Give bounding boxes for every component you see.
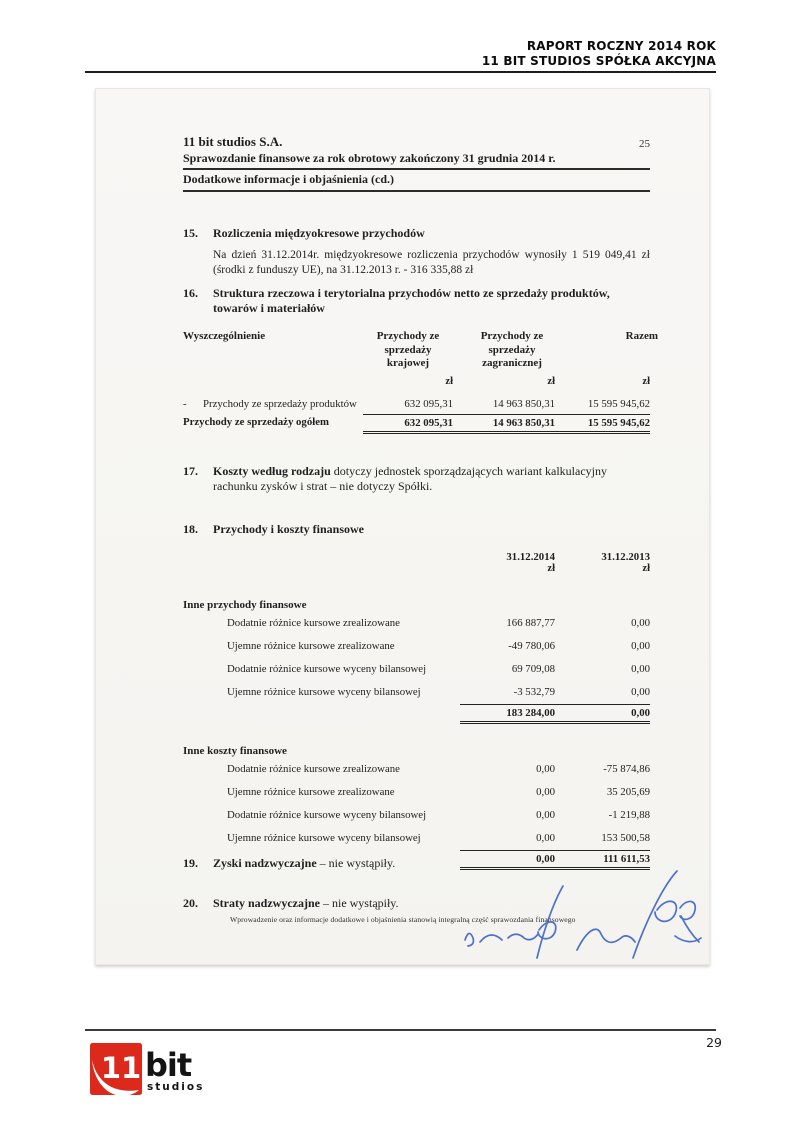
total-krajowa: 632 095,31 xyxy=(363,414,453,434)
table-row xyxy=(183,803,650,826)
scanned-page xyxy=(95,88,710,965)
value-2013: -1 219,88 xyxy=(608,808,650,821)
value-zagraniczna: 14 963 850,31 xyxy=(492,397,555,410)
col-header-2013: 31.12.2013 xyxy=(601,551,650,563)
section-title: Struktura rzeczowa i terytorialna przychodów netto ze sprzedaży produktów, towarów i materiałów xyxy=(213,286,610,315)
total-2014: 0,00 xyxy=(460,850,555,870)
value-2014: 0,00 xyxy=(536,762,555,775)
footer-rule xyxy=(85,1029,716,1031)
value-2014: -49 780,06 xyxy=(508,639,555,652)
row-label: Dodatnie różnice kursowe zrealizowane xyxy=(227,762,400,775)
11bit-studios-logo-icon xyxy=(90,1040,215,1100)
value-2013: 0,00 xyxy=(631,639,650,652)
value-razem: 15 595 945,62 xyxy=(587,397,650,410)
row-label: Przychody ze sprzedaży produktów xyxy=(203,397,357,410)
unit-label: zł xyxy=(547,563,555,574)
value-2013: -75 874,86 xyxy=(603,762,650,775)
section-text: – nie wystąpiły. xyxy=(316,856,396,870)
section-number: 15. xyxy=(183,226,198,240)
row-label: Ujemne różnice kursowe zrealizowane xyxy=(227,639,395,652)
company-logo xyxy=(90,1040,215,1100)
group-heading-costs: Inne koszty finansowe xyxy=(183,745,287,757)
report-header-line2: 11 BIT STUDIOS SPÓŁKA AKCYJNA xyxy=(481,53,716,68)
financial-income-costs-table xyxy=(183,551,650,870)
value-2013: 153 500,58 xyxy=(601,831,650,844)
value-2014: 0,00 xyxy=(536,785,555,798)
svg-text:studios: studios xyxy=(147,1081,205,1093)
svg-text:bit: bit xyxy=(145,1046,192,1084)
total-label: Przychody ze sprzedaży ogółem xyxy=(183,415,330,428)
section-number: 20. xyxy=(183,896,198,910)
col-header-krajowa: Przychody ze sprzedaży krajowej xyxy=(376,330,440,369)
section-number: 18. xyxy=(183,522,198,536)
unit-label: zł xyxy=(642,375,650,387)
company-name: 11 bit studios S.A. xyxy=(183,134,283,149)
value-2014: -3 532,79 xyxy=(513,685,555,698)
value-2014: 69 709,08 xyxy=(511,662,555,675)
section-16-heading xyxy=(183,286,650,316)
table-row xyxy=(183,780,650,803)
table-row xyxy=(183,634,650,657)
col-header-razem: Razem xyxy=(625,330,658,342)
svg-text:11: 11 xyxy=(100,1051,142,1085)
revenue-structure-table xyxy=(183,330,658,434)
table-total-row xyxy=(183,704,650,724)
value-2014: 0,00 xyxy=(536,808,555,821)
table-row xyxy=(183,398,650,411)
total-2013: 111 611,53 xyxy=(555,850,650,870)
section-title: Rozliczenia międzyokresowe przychodów xyxy=(213,226,425,240)
section-15-body: Na dzień 31.12.2014r. międzyokresowe rozliczenia przychodów wynosiły 1 519 049,41 zł (środki z funduszy UE), na 31.12.2013 r. - 316 335,88 zł xyxy=(213,249,650,276)
report-header xyxy=(85,39,716,68)
document-subtitle: Sprawozdanie finansowe za rok obrotowy zakończony 31 grudnia 2014 r. xyxy=(183,150,650,170)
table-row xyxy=(183,680,650,703)
value-2014: 166 887,77 xyxy=(506,616,555,629)
table-header-row xyxy=(183,330,658,371)
section-18-heading xyxy=(183,522,650,537)
signature-strokes-icon xyxy=(425,858,710,963)
section-lead: Straty nadzwyczajne xyxy=(213,896,320,910)
col-header-2014: 31.12.2014 xyxy=(506,551,555,563)
value-2013: 35 205,69 xyxy=(606,785,650,798)
row-label: Dodatnie różnice kursowe wyceny bilansowej xyxy=(227,662,427,675)
row-label: Ujemne różnice kursowe zrealizowane xyxy=(227,785,395,798)
value-2013: 0,00 xyxy=(631,662,650,675)
value-krajowa: 632 095,31 xyxy=(404,397,453,410)
section-number: 19. xyxy=(183,856,198,870)
report-header-line1: RAPORT ROCZNY 2014 ROK xyxy=(526,39,716,53)
signatures-ink xyxy=(425,858,710,968)
header-rule xyxy=(85,71,716,73)
section-text: dotyczy jednostek sporządzających wariant kalkulacyjny rachunku zysków i strat – nie dotyczy Spółki. xyxy=(213,464,608,493)
document-header xyxy=(183,134,650,192)
table-row xyxy=(183,826,650,849)
unit-label: zł xyxy=(547,375,555,387)
page-number: 29 xyxy=(706,1035,722,1050)
section-text: – nie wystąpiły. xyxy=(319,896,399,910)
section-lead: Zyski nadzwyczajne xyxy=(213,856,317,870)
row-label: Dodatnie różnice kursowe zrealizowane xyxy=(227,616,400,629)
row-label: Ujemne różnice kursowe wyceny bilansowej xyxy=(227,831,421,844)
value-2013: 0,00 xyxy=(631,685,650,698)
unit-label: zł xyxy=(445,375,453,387)
total-razem: 15 595 945,62 xyxy=(555,414,650,434)
date-header-row xyxy=(183,551,650,563)
section-15-heading xyxy=(183,226,650,241)
total-2014: 183 284,00 xyxy=(460,704,555,724)
row-label: Ujemne różnice kursowe wyceny bilansowej xyxy=(227,685,421,698)
unit-row xyxy=(183,376,650,387)
row-label: Dodatnie różnice kursowe wyceny bilansowej xyxy=(227,808,427,821)
col-header-wyszczegolnienie: Wyszczególnienie xyxy=(183,330,266,342)
document-section-title: Dodatkowe informacje i objaśnienia (cd.) xyxy=(183,170,650,192)
group-heading-income: Inne przychody finansowe xyxy=(183,599,307,611)
table-total-row xyxy=(183,414,650,434)
scan-page-number: 25 xyxy=(639,138,650,150)
value-2013: 0,00 xyxy=(631,616,650,629)
section-number: 16. xyxy=(183,286,198,300)
row-bullet: - xyxy=(183,397,187,410)
value-2014: 0,00 xyxy=(536,831,555,844)
integral-part-footnote: Wprowadzenie oraz informacje dodatkowe i objaśnienia stanowią integralną część sprawozdania finansowego xyxy=(230,915,576,924)
table-row xyxy=(183,757,650,780)
total-zagraniczna: 14 963 850,31 xyxy=(453,414,555,434)
unit-row xyxy=(183,563,650,574)
unit-label: zł xyxy=(642,563,650,574)
section-lead: Koszty według rodzaju xyxy=(213,464,331,478)
section-number: 17. xyxy=(183,464,198,478)
section-title: Przychody i koszty finansowe xyxy=(213,522,364,536)
col-header-zagraniczna: Przychody ze sprzedaży zagranicznej xyxy=(480,330,544,369)
table-row xyxy=(183,611,650,634)
table-row xyxy=(183,657,650,680)
total-2013: 0,00 xyxy=(555,704,650,724)
section-17 xyxy=(183,464,650,494)
